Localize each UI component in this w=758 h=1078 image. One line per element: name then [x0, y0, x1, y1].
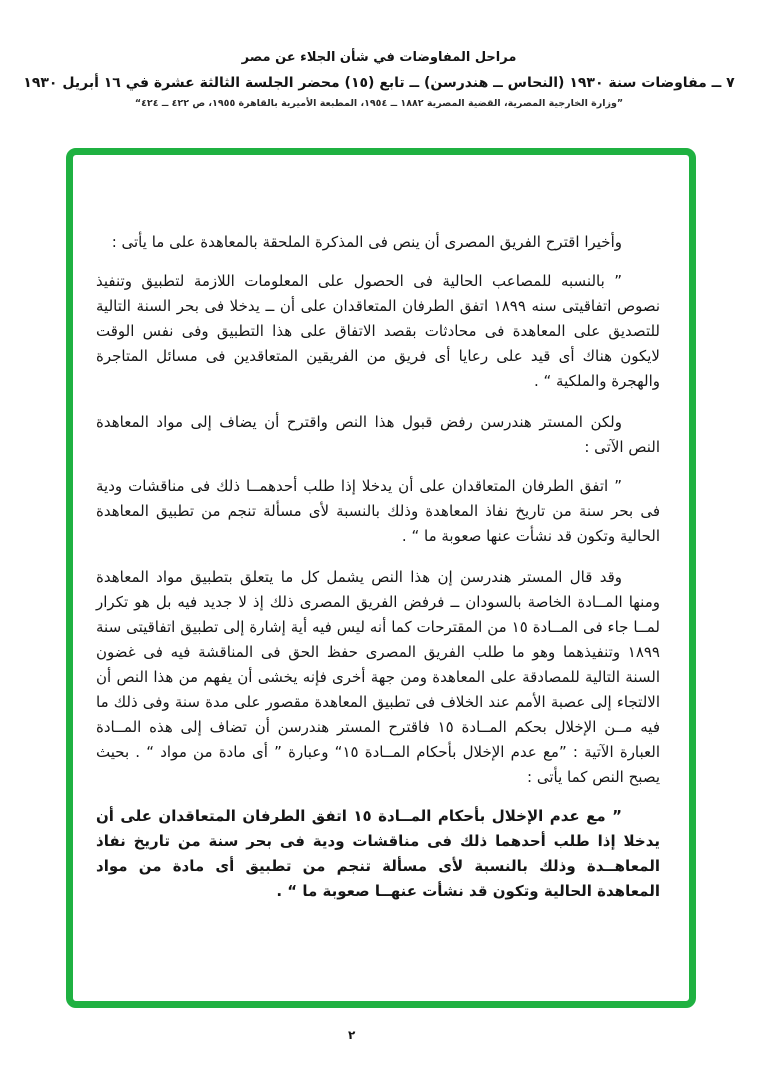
paragraph-henderson-proposal-quote: ” اتفق الطرفان المتعاقدان على أن يدخلا إذا طلب أحدهمــا ذلك فى مناقشات ودية فى بحر سنة من تاريخ نفاذ المعاهدة وذلك بالنسبة لأى مسألة تنجم من تطبيق المعاهدة الحالية وتكون قد نشأت عنها صعوبة ما “ . — [96, 477, 660, 545]
paragraph-discussion: وقد قال المستر هندرسن إن هذا النص يشمل كل ما يتعلق بتطبيق مواد المعاهدة ومنها المــادة الخاصة بالسودان ــ فرفض الفريق المصرى ذلك إذ لا جديد فيه بل هو تكرار لمــا جاء فى المــادة ١٥ من المقترحات كما أنه ليس فيه أية إشارة إلى تطبيق اتفاقيتى سنة ١٨٩٩ وتنفيذهما وهو ما طلب الفريق المصرى حفظ الحق فى المناقشة فيه فى غضون السنة التالية للمصادقة على المعاهدة ومن جهة أخرى فإنه يخشى أن يفهم من هذا النص أن الالتجاء إلى عصبة الأمم عند الخلاف فى تطبيق المعاهدة مقصور على مدة سنة وفى ذلك ما فيه مــن الإخلال بحكم المــادة ١٥ فاقترح المستر هندرسن أن تضاف إلى هذه المــادة العبارة الآتية : ”مع عدم الإخلال بأحكام المــادة ١٥“ وعبارة ” أى مادة من مواد “ . بحيث يصبح النص كما يأتى : — [96, 568, 661, 786]
document-header — [0, 50, 758, 109]
paragraph-intro: وأخيرا اقترح الفريق المصرى أن ينص فى المذكرة الملحقة بالمعاهدة على ما يأتى : — [111, 233, 622, 251]
document-title: مراحل المفاوضات في شأن الجلاء عن مصر — [241, 50, 517, 65]
document-body — [96, 230, 660, 920]
document-subtitle: ٧ ــ مفاوضات سنة ١٩٣٠ (النحاس ــ هندرسن) ــ تابع (١٥) محضر الجلسة الثالثة عشرة في ١٦ أبريل ١٩٣٠ — [23, 75, 735, 91]
paragraph-henderson-rejection: ولكن المستر هندرسن رفض قبول هذا النص واقترح أن يضاف إلى مواد المعاهدة النص الآتى : — [96, 413, 660, 456]
page-number: ٢ — [348, 1028, 356, 1042]
source-citation: ”وزارة الخارجية المصرية، القضية المصرية ١٨٨٢ ــ ١٩٥٤، المطبعة الأميرية بالقاهرة ١٩٥٥، ص ٤٢٢ ــ ٤٢٤“ — [134, 98, 624, 109]
paragraph-egyptian-proposal-quote: ” بالنسبه للمصاعب الحالية فى الحصول على المعلومات اللازمة لتطبيق وتنفيذ نصوص اتفاقيتى سنه ١٨٩٩ اتفق الطرفان المتعاقدان على أن ــ يدخلا فى بحر السنة التالية للتصديق على المعاهدة فى محادثات بقصد الاتفاق على هذا التطبيق وفى نفس الوقت لايكون هناك أى قيد على رعايا أى فريق من الفريقين المتعاقدين فى مسائل المتاجرة والهجرة والملكية “ . — [96, 272, 661, 390]
paragraph-final-text-quote: ” مع عدم الإخلال بأحكام المــادة ١٥ اتفق الطرفان المتعاقدان على أن يدخلا إذا طلب أحدهما ذلك فى مناقشات ودية فى بحر سنة من تاريخ نفاذ المعاهــدة وذلك بالنسبة لأى مسألة تنجم من تطبيق أى مادة من مواد المعاهدة الحالية وتكون قد نشأت عنهــا صعوبة ما “ . — [96, 807, 660, 900]
